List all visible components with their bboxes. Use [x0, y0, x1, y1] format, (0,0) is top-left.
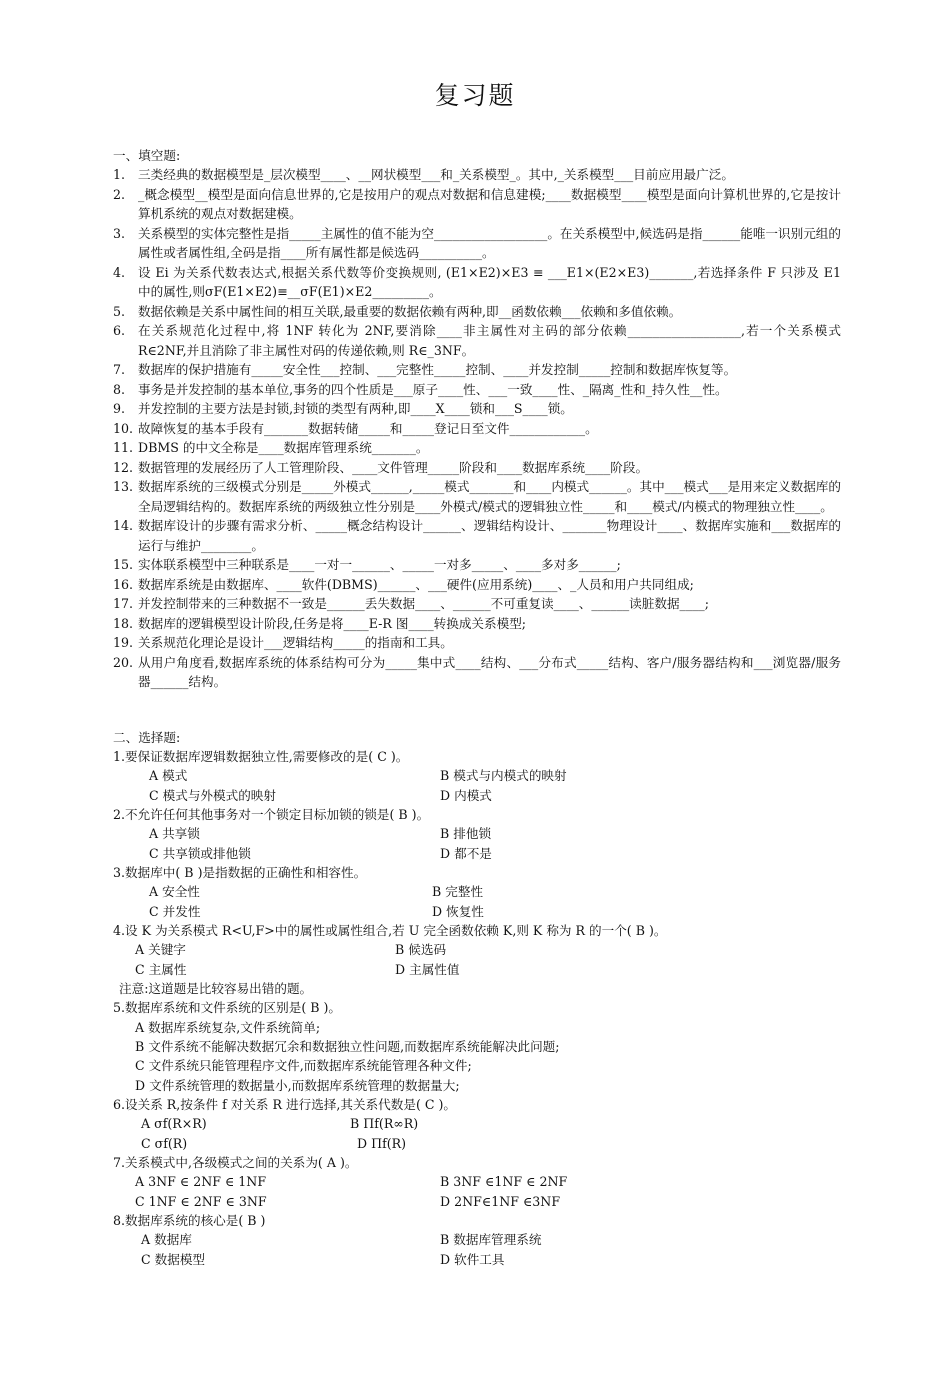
- list-item: 3. 关系模型的实体完整性是指_____主属性的值不能为空__________________。在关系模型中,候选码是指______能唯一识别元组的属性或者属性组,全码是指____所有属性都是候选码__________。: [113, 225, 841, 260]
- option: B 候选码: [395, 942, 447, 957]
- list-item: 9. 并发控制的主要方法是封锁,封锁的类型有两种,即____X____锁和___S____锁。: [113, 401, 573, 416]
- list-item: 2. _概念模型__模型是面向信息世界的,它是按用户的观点对数据和信息建模;____数据模型____模型是面向计算机世界的,它是按计算机系统的观点对数据建模。: [113, 186, 841, 221]
- option: D 都不是: [440, 846, 492, 861]
- option: B 完整性: [432, 884, 484, 899]
- option: A 关键字: [135, 942, 186, 957]
- option: D 文件系统管理的数据量小,而数据库系统管理的数据量大;: [135, 1078, 460, 1093]
- list-item: 14. 数据库设计的步骤有需求分析、_____概念结构设计______、逻辑结构设计、_______物理设计____、数据库实施和___数据库的运行与维护________。: [113, 518, 841, 553]
- list-item: 1. 三类经典的数据模型是_层次模型____、__网状模型___和_关系模型_。其中,_关系模型___目前应用最广泛。: [113, 167, 734, 182]
- option: C 模式与外模式的映射: [149, 788, 276, 803]
- section-heading-fill-in: 一、填空题:: [113, 148, 181, 163]
- option: B 文件系统不能解决数据冗余和数据独立性问题,而数据库系统能解决此问题;: [135, 1039, 560, 1054]
- option: D 主属性值: [395, 962, 460, 977]
- option: C σf(R): [141, 1136, 188, 1151]
- option: C 并发性: [149, 904, 201, 919]
- question-1: 1.要保证数据库逻辑数据独立性,需要修改的是( C )。: [113, 749, 409, 764]
- option: A 数据库: [141, 1232, 192, 1247]
- list-item: 15. 实体联系模型中三种联系是____一对一______、_____一对多_____、____多对多______;: [113, 557, 621, 572]
- question-4: 4.设 K 为关系模式 R<U,F>中的属性或属性组合,若 U 完全函数依赖 K,则 K 称为 R 的一个( B )。: [113, 923, 667, 938]
- option: B 排他锁: [440, 826, 492, 841]
- question-3: 3.数据库中( B )是指数据的正确性和相容性。: [113, 865, 367, 880]
- list-item: 13. 数据库系统的三级模式分别是_____外模式______,_____模式_______和____内模式______。其中___模式___是用来定义数据库的全局逻辑结构的。数据库系统的两级独立性分别是____外模式/模式的逻辑独立性_____和____模式/内模式的物理独立性____。: [113, 479, 841, 514]
- fill-in-list: [113, 165, 841, 692]
- list-item: 4. 设 Ei 为关系代数表达式,根据关系代数等价变换规则, (E1×E2)×E3 ≡ ___E1×(E2×E3)_______,若选择条件 F 只涉及 E1 中的属性,则σF(E1×E2)≡__σF(E1)×E2_________。: [113, 264, 841, 299]
- list-item: 8. 事务是并发控制的基本单位,事务的四个性质是___原子____性、___一致____性、_隔离_性和_持久性__性。: [113, 381, 728, 397]
- option: C 1NF ∈ 2NF ∈ 3NF: [135, 1194, 267, 1209]
- option: C 共享锁或排他锁: [149, 846, 251, 861]
- option: D Πf(R): [357, 1136, 407, 1151]
- option: A 模式: [149, 768, 188, 783]
- note: 注意:这道题是比较容易出错的题。: [119, 981, 313, 996]
- list-item: 7. 数据库的保护措施有_____安全性___控制、___完整性_____控制、____并发控制_____控制和数据库恢复等。: [113, 362, 737, 377]
- list-item: 18. 数据库的逻辑模型设计阶段,任务是将____E-R 图____转换成关系模型;: [113, 615, 527, 631]
- list-item: 19. 关系规范化理论是设计___逻辑结构_____的指南和工具。: [113, 635, 453, 650]
- option: B 3NF ∈1NF ∈ 2NF: [440, 1174, 568, 1189]
- option: D 恢复性: [432, 904, 484, 919]
- option: D 软件工具: [440, 1252, 505, 1267]
- option: B 模式与内模式的映射: [440, 768, 567, 783]
- option: A 安全性: [149, 884, 200, 899]
- option: B Πf(R∞R): [350, 1116, 419, 1131]
- list-item: 17. 并发控制带来的三种数据不一致是______丢失数据____、______不可重复读____、______读脏数据____;: [113, 596, 709, 611]
- option: A 共享锁: [149, 826, 200, 841]
- option: C 主属性: [135, 962, 187, 977]
- question-8: 8.数据库系统的核心是( B ): [113, 1213, 266, 1228]
- question-2: 2.不允许任何其他事务对一个锁定目标加锁的锁是( B )。: [113, 807, 430, 822]
- option: D 内模式: [440, 788, 492, 803]
- page-title: 复习题: [434, 81, 516, 110]
- option: C 数据模型: [141, 1252, 206, 1267]
- option: C 文件系统只能管理程序文件,而数据库系统能管理各种文件;: [135, 1058, 472, 1073]
- option: B 数据库管理系统: [440, 1232, 542, 1247]
- section-heading-choice: 二、选择题:: [113, 730, 181, 745]
- question-7: 7.关系模式中,各级模式之间的关系为( A )。: [113, 1155, 358, 1170]
- option: A 3NF ∈ 2NF ∈ 1NF: [135, 1174, 267, 1189]
- list-item: 6. 在关系规范化过程中,将 1NF 转化为 2NF,要消除____非主属性对主码的部分依赖__________________,若一个关系模式 R∈2NF,并且消除了非主属性对码的传递依赖,则 R∈_3NF。: [113, 323, 841, 358]
- option: A 数据库系统复杂,文件系统简单;: [135, 1020, 321, 1035]
- list-item: 20. 从用户角度看,数据库系统的体系结构可分为_____集中式____结构、___分布式_____结构、客户/服务器结构和___浏览器/服务器______结构。: [113, 654, 841, 689]
- list-item: 12. 数据管理的发展经历了人工管理阶段、____文件管理_____阶段和____数据库系统____阶段。: [113, 459, 649, 475]
- list-item: 11. DBMS 的中文全称是____数据库管理系统_______。: [113, 440, 429, 455]
- question-6: 6.设关系 R,按条件 f 对关系 R 进行选择,其关系代数是( C )。: [113, 1097, 457, 1112]
- list-item: 16. 数据库系统是由数据库、____软件(DBMS)______、___硬件(应用系统)____、_人员和用户共同组成;: [113, 576, 694, 592]
- option: A σf(R×R): [141, 1116, 207, 1131]
- list-item: 5. 数据依赖是关系中属性间的相互关联,最重要的数据依赖有两种,即__函数依赖___依赖和多值依赖。: [113, 303, 682, 319]
- option: D 2NF∈1NF ∈3NF: [440, 1194, 561, 1209]
- question-5: 5.数据库系统和文件系统的区别是( B )。: [113, 1000, 342, 1015]
- list-item: 10. 故障恢复的基本手段有_______数据转储_____和_____登记日至文件____________。: [113, 420, 598, 436]
